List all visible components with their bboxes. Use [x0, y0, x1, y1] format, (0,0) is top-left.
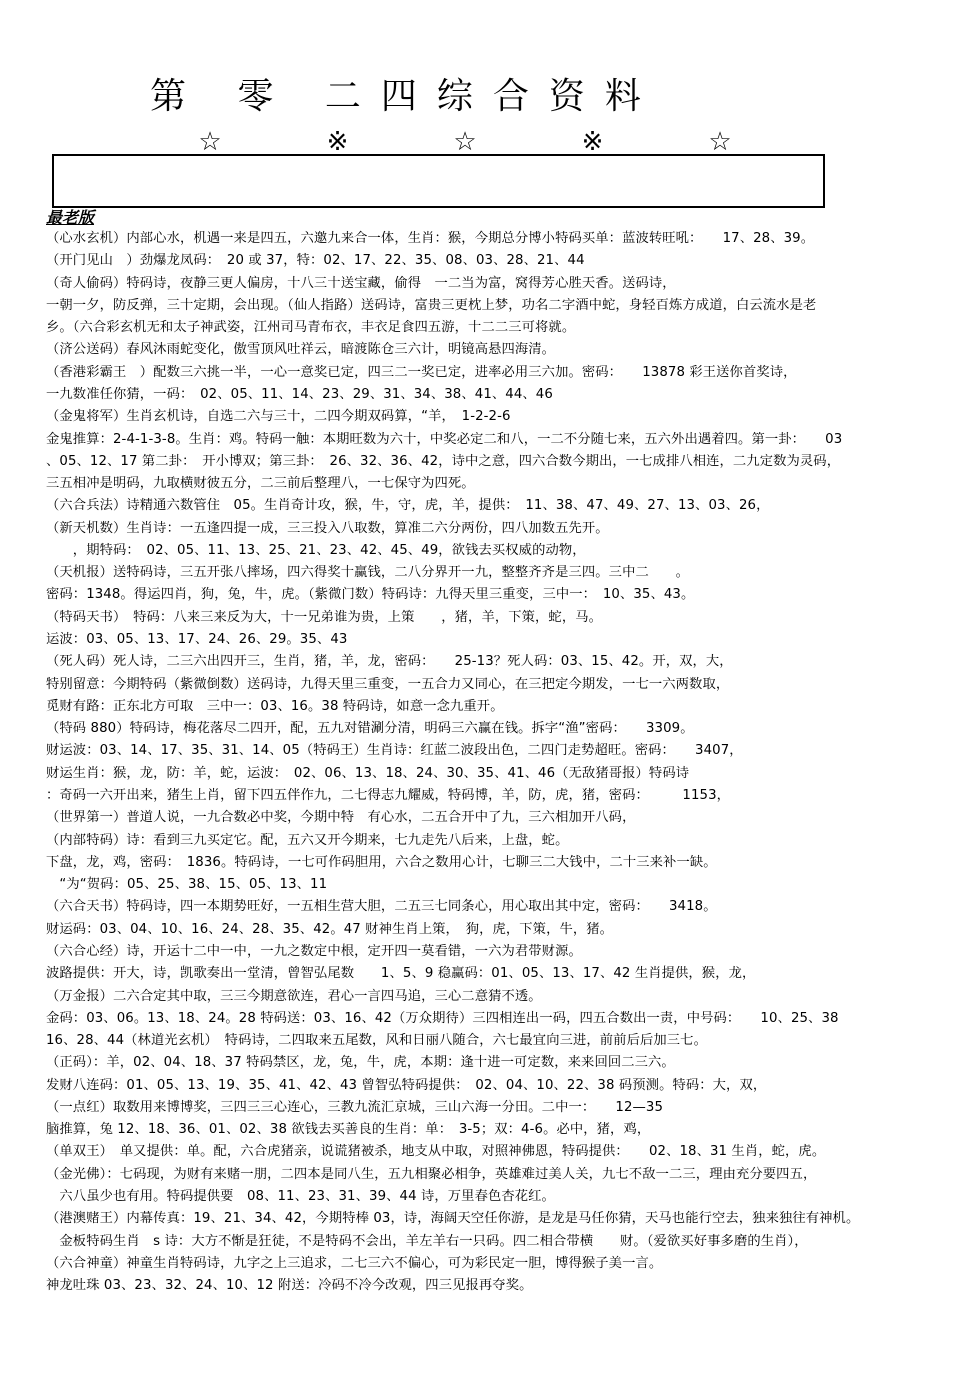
- text-line: 金板特码生肖 s 诗：大方不惭是狂徒，不是特码不会出，羊左羊右一只码。四二相合带横 财。（爱欲买好事多磨的生肖），: [46, 1234, 808, 1249]
- text-line: 运波：03、05、13、17、24、26、29。35、43: [46, 632, 348, 647]
- text-line: （六合兵法）诗精通六数管住 05。生肖奇计攻，猴，牛，守，虎，羊，提供： 11、38、47、49、27、13、03、26，: [46, 498, 770, 513]
- star-icon: ☆: [708, 127, 732, 157]
- text-line: ，期特码： 02、05、11、13、25、21、23、42、45、49，欲钱去买权威的动物，: [46, 543, 586, 558]
- asterisk-icon: ※: [326, 127, 349, 157]
- text-line: ：奇码一六开出来，猪生上肖，留下四五伴作九，二七得志九耀威，特码博，羊，防，虎，猪，密码： 1153，: [46, 788, 731, 803]
- text-line: 财运波：03、14、17、35、31、14、05（特码王）生肖诗：红蓝二波段出色，二四门走势超旺。密码： 3407，: [46, 743, 743, 758]
- text-line: （六合神童）神童生肖特码诗，九字之上三追求，二七三六不偏心，可为彩民定一胆，博得猴子美一言。: [46, 1256, 663, 1271]
- text-line: （济公送码）春风沐雨蛇变化，傲雪顶风吐祥云，暗渡陈仓三六计，明镜高悬四海清。: [46, 342, 556, 357]
- star-icon: ☆: [453, 127, 477, 157]
- banner-box: [52, 154, 825, 208]
- text-line: 一朝一夕，防反弹，三十定期，会出现。（仙人指路）送码诗，富贵三更枕上梦，功名二字酒中蛇，身轻百炼方成道，白云流水是老: [46, 298, 817, 313]
- text-line: （一点红）取数用来博博奖，三四三三心连心，三教九流汇京城，三山六海一分田。二中一： 12—35: [46, 1100, 664, 1115]
- text-line: 财运生肖：猴，龙，防：羊，蛇，运波： 02、06、13、18、24、30、35、41、46（无敌猪哥报）特码诗: [46, 766, 690, 781]
- text-line: （世界第一）普道人说，一九合数必中奖，今期中特 有心水，二五合开中了九，三六相加开八码，: [46, 810, 636, 825]
- text-line: 三五相冲是明码，九取横财彼五分，二三前后整理八，一七保守为四死。: [46, 476, 475, 491]
- text-line: （心水玄机）内部心水，机遇一来是四五，六邀九来合一体，生肖：猴，今期总分博小特码买单：蓝波转旺吼： 17、28、39。: [46, 231, 815, 246]
- text-line: 金码：03、06。13、18、24。28 特码送：03、16、42（万众期待）三四相连出一码，四五合数出一责，中号码： 10、25、38: [46, 1011, 839, 1026]
- text-line: （六合天书）特码诗，四一本期势旺好，一五相生营大胆，二五三七同条心，用心取出其中定，密码： 3418。: [46, 899, 717, 914]
- version-label: 最老版: [46, 208, 95, 227]
- text-line: （特码 880）特码诗，梅花落尽二四开，配，五九对错涮分清，明码三六赢在钱。拆字“渔”密码： 3309。: [46, 721, 694, 736]
- text-line: （内部特码）诗：看到三九买定它。配，五六又开今期来，七九走先八后来，上盘，蛇。: [46, 833, 569, 848]
- text-line: （天机报）送特码诗，三五开张八摔场，四六得奖十赢钱，二八分界开一九，整整齐齐是三四。三中二 。: [46, 565, 690, 580]
- star-icon: ☆: [198, 127, 222, 157]
- asterisk-icon: ※: [581, 127, 604, 157]
- text-line: （香港彩霸王 ）配数三六挑一半，一心一意奖已定，四三二一奖已定，进率必用三六加。密码： 13878 彩王送你首奖诗，: [46, 365, 797, 380]
- text-line: 觅财有路：正东北方可取 三中一：03、16。38 特码诗，如意一念九重开。: [46, 699, 504, 714]
- star-divider: [195, 128, 735, 156]
- text-line: 乡。（六合彩玄机无和太子神武姿，江州司马青布衣，丰衣足食四五游，十二二三可将就。: [46, 320, 576, 335]
- text-line: “为“贺码：05、25、38、15、05、13、11: [46, 877, 328, 892]
- text-line: 特别留意：今期特码（紫微倒数）送码诗，九得天里三重变，一五合力又同心，在三把定今期发，一七一六两数取，: [46, 677, 730, 692]
- text-line: 发财八连码：01、05、13、19、35、41、42、43 曾智弘特码提供： 02、04、10、22、38 码预测。特码：大，双，: [46, 1078, 767, 1093]
- text-line: （六合心经）诗，开运十二中一中，一九之数定中根，定开四一莫看错，一六为君带财源。: [46, 944, 582, 959]
- text-line: （死人码）死人诗，二三六出四开三，生肖，猪，羊，龙，密码： 25-13？死人码：03、15、42。开，双，大，: [46, 654, 733, 669]
- text-line: （正码）：羊，02、04、18、37 特码禁区，龙，兔，牛，虎，本期：逢十进一可定数，来来回回二三六。: [46, 1055, 675, 1070]
- text-line: （金鬼将军）生肖玄机诗，自选二六与三十，二四今期双码算，“羊， 1-2-2-6: [46, 409, 511, 424]
- text-line: 一九数准任你猜，一码： 02、05、11、14、23、29、31、34、38、41、44、46: [46, 387, 553, 402]
- text-line: （金光佛）：七码现，为财有来赌一朋，二四本是同八生，五九相聚必相争，英雄难过美人关，九七不敌一二三，理由充分要四五，: [46, 1167, 817, 1182]
- page-title: 第 零 二四综合资料: [150, 76, 661, 117]
- text-line: 、05、12、17 第二卦： 开小博双；第三卦： 26、32、36、42，诗中之意，四六合数今期出，一七成排八相连，二九定数为灵码，: [46, 454, 841, 469]
- text-line: （开门见山 ）劲爆龙凤码： 20 或 37，特：02、17、22、35、08、03、28、21、44: [46, 253, 585, 268]
- text-line: （万金报）二六合定其中取，三三今期意欲连，君心一言四马追，三心二意猜不透。: [46, 989, 542, 1004]
- text-line: （特码天书） 特码：八来三来反为大，十一兄弟谁为贵，上策 ，猪，羊，下策，蛇，马。: [46, 610, 603, 625]
- text-line: 下盘，龙，鸡，密码： 1836。特码诗，一七可作码胆用，六合之数用心计，七聊三二大钱中，二十三来补一缺。: [46, 855, 717, 870]
- text-line: （新天机数）生肖诗：一五逢四提一成，三三投入八取数，算准二六分两份，四八加数五先开。: [46, 521, 609, 536]
- text-line: 金鬼推算：2-4-1-3-8。生肖：鸡。特码一触：本期旺数为六十，中奖必定二和八，一二不分随七来，五六外出遇着四。第一卦： 03: [46, 432, 843, 447]
- text-line: （奇人偷码）特码诗，夜静三更人偏房，十八三十送宝藏，偷得 一二当为富，窝得芳心胜天香。送码诗，: [46, 276, 676, 291]
- text-line: 脑推算，兔 12、18、36、01、02、38 欲钱去买善良的生肖：单： 3-5；双：4-6。必中，猪，鸡，: [46, 1122, 651, 1137]
- text-line: 密码：1348。得运四肖，狗，兔，牛，虎。（紫微门数）特码诗：九得天里三重变，三中一： 10、35、43。: [46, 587, 695, 602]
- text-line: 波路提供：开大，诗，凯歌奏出一堂清，曾智弘尾数 1、5、9 稳赢码：01、05、13、17、42 生肖提供，猴，龙，: [46, 966, 756, 981]
- text-line: 六八虽少也有用。特码提供要 08、11、23、31、39、44 诗，万里春色杏花红。: [46, 1189, 555, 1204]
- text-line: 神龙吐珠 03、23、32、24、10、12 附送：冷码不冷今改观，四三见报再夺奖。: [46, 1278, 533, 1293]
- text-line: 财运码：03、04、10、16、24、28、35、42。47 财神生肖上策， 狗，虎，下策，牛，猪。: [46, 922, 614, 937]
- text-line: 16、28、44（林道光玄机） 特码诗，二四取来五尾数，风和日丽八随合，六七最宜向三进，前前后后加三七。: [46, 1033, 707, 1048]
- text-line: （港澳赌王）内幕传真：19、21、34、42，今期特棒 03，诗，海阔天空任你游，是龙是马任你猜，天马也能行空去，独来独往有神机。: [46, 1211, 860, 1226]
- text-line: （单双王） 单又提供：单。配，六合虎猪亲，说谎猪被杀，地支从中取，对照神佛恩，特码提供： 02、18、31 生肖，蛇，虎。: [46, 1144, 826, 1159]
